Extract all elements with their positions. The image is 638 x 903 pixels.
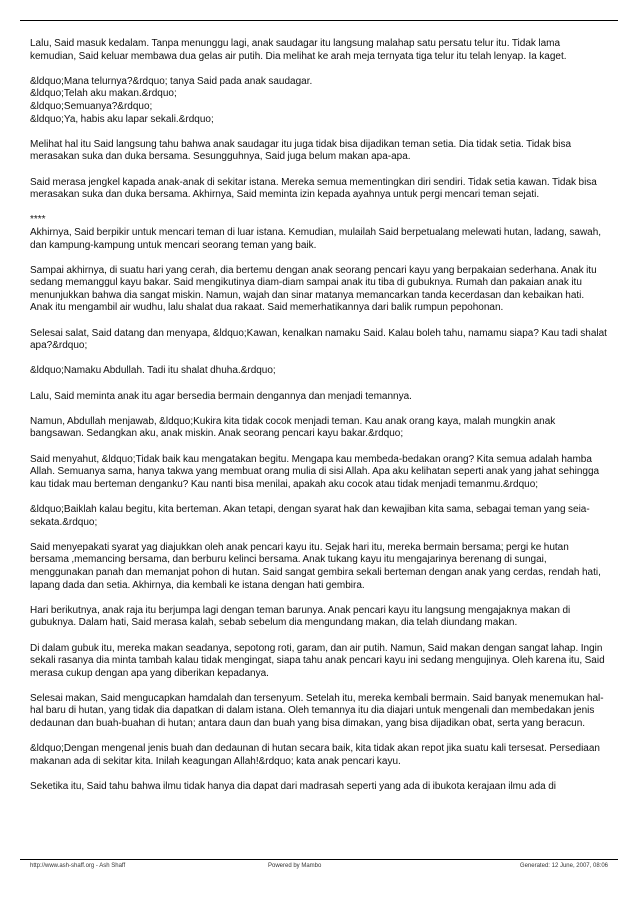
paragraph: &ldquo;Telah aku makan.&rdquo;: [30, 88, 177, 100]
paragraph: Di dalam gubuk itu, mereka makan seadanya, sepotong roti, garam, dan air putih. Namun, Said makan dengan sangat lahap. Ingin sekali rasanya dia minta tambah kalau tidak mengingat, siapa tahu anak pencari kayu ini sedang mengujinya. Oleh karena itu, Said merasa cukup dengan apa yang diberikan kepadanya.: [30, 642, 605, 679]
footer-generated-date: Generated: 12 June, 2007, 08:06: [519, 863, 608, 869]
paragraph: Melihat hal itu Said langsung tahu bahwa anak saudagar itu juga tidak bisa dijadikan teman setia. Dia tidak setia. Tidak bisa merasakan suka dan duka bersama. Sesungguhnya, Said juga belum makan apa-apa.: [30, 138, 572, 163]
paragraph: Namun, Abdullah menjawab, &ldquo;Kukira kita tidak cocok menjadi teman. Kau anak orang kaya, malah mungkin anak bangsawan. Sedangkan aku, anak miskin. Anak seorang pencari kayu bakar.&rdquo;: [30, 415, 556, 440]
footer-site-link[interactable]: http://www.ash-shaff.org - Ash Shaff: [30, 863, 126, 869]
paragraph: &ldquo;Baiklah kalau begitu, kita berteman. Akan tetapi, dengan syarat hak dan kewajiban kita sama, sebagai teman yang seia-sekata.&rdquo;: [30, 503, 590, 528]
paragraph: Sampai akhirnya, di suatu hari yang cerah, dia bertemu dengan anak seorang pencari kayu yang berpakaian sederhana. Anak itu sedang memanggul kayu bakar. Said mengikutinya diam-diam sampai anak itu tiba di gubuknya. Rumah dan pakaian anak itu menunjukkan bahwa dia sangat miskin. Namun, wajah dan sinar matanya memancarkan tanda kecerdasan dan kebaikan hati. Anak itu mengambil air wudhu, lalu shalat dua rakaat. Said memerhatikannya dari balik rumpun pepohonan.: [30, 264, 597, 314]
page-footer: [30, 862, 608, 872]
paragraph: Lalu, Said meminta anak itu agar bersedia bermain dengannya dan menjadi temannya.: [30, 390, 412, 402]
paragraph: Lalu, Said masuk kedalam. Tanpa menunggu lagi, anak saudagar itu langsung malahap satu persatu telur itu. Tidak lama kemudian, Said keluar membawa dua gelas air putih. Dia melihat ke arah meja ternyata tiga telur itu telah lenyap. Ia kaget.: [30, 38, 567, 62]
section-separator: ****: [30, 214, 46, 226]
paragraph: &ldquo;Semuanya?&rdquo;: [30, 100, 153, 112]
paragraph: Seketika itu, Said tahu bahwa ilmu tidak hanya dia dapat dari madrasah seperti yang ada di ibukota kerajaan ilmu ada di: [30, 781, 556, 793]
footer-powered-by: Powered by Mambo: [268, 863, 322, 869]
paragraph: Said menyahut, &ldquo;Tidak baik kau mengatakan begitu. Mengapa kau membeda-bedakan orang? Kita semua adalah hamba Allah. Semuanya sama, hanya takwa yang membuat orang mulia di sisi Allah. Apa aku kelihatan seperti anak yang jahat sehingga kau tidak mau berteman denganku? Kau nanti bisa menilai, apakah aku cocok atau tidak menjadi temanmu.&rdquo;: [30, 453, 600, 490]
paragraph: &ldquo;Dengan mengenal jenis buah dan dedaunan di hutan secara baik, kita tidak akan repot jika suatu kali tersesat. Persediaan makanan ada di sekitar kita. Inilah keagungan Allah!&rdquo; kata anak pencari kayu.: [30, 743, 600, 767]
header-rule: [20, 20, 618, 21]
paragraph: Said menyepakati syarat yag diajukkan oleh anak pencari kayu itu. Sejak hari itu, mereka bermain bersama; pergi ke hutan bersama ,memancing bersama, dan berburu kelinci bersama. Anak tukang kayu itu mengajarinya berenang di sungai, menggunakan panah dan memanjat pohon di hutan. Said sangat gembira sekali berteman dengan anak yang cerdas, rendah hati, lapang dada dan setia. Akhirnya, dia kembali ke istana dengan hati gembira.: [30, 541, 601, 591]
footer-rule: [20, 859, 618, 860]
paragraph: &ldquo;Ya, habis aku lapar sekali.&rdquo;: [30, 113, 214, 125]
paragraph: &ldquo;Mana telurnya?&rdquo; tanya Said pada anak saudagar.: [30, 75, 313, 87]
paragraph: Said merasa jengkel kapada anak-anak di sekitar istana. Mereka semua mementingkan diri sendiri. Tidak setia kawan. Tidak bisa merasakan suka dan duka bersama. Akhirnya, Said meminta izin kepada ayahnya untuk pergi mencari teman sejati.: [30, 176, 597, 201]
paragraph: Hari berikutnya, anak raja itu berjumpa lagi dengan teman barunya. Anak pencari kayu itu langsung mengajaknya makan di gubuknya. Dalam hati, Said merasa kalah, sebab sebelum dia mengundang makan, dia telah diundang makan.: [30, 604, 571, 629]
paragraph: Selesai salat, Said datang dan menyapa, &ldquo;Kawan, kenalkan namaku Said. Kalau boleh tahu, namamu siapa? Kau tadi shalat apa?&rdquo;: [30, 327, 607, 352]
paragraph: Akhirnya, Said berpikir untuk mencari teman di luar istana. Kemudian, mulailah Said berpetualang melewati hutan, ladang, sawah, dan kampung-kampung untuk mencari seorang teman yang baik.: [30, 226, 602, 251]
document-body: [30, 38, 608, 794]
paragraph: &ldquo;Namaku Abdullah. Tadi itu shalat dhuha.&rdquo;: [30, 365, 276, 377]
paragraph: Selesai makan, Said mengucapkan hamdalah dan tersenyum. Setelah itu, mereka kembali bermain. Said banyak menemukan hal-hal baru di hutan, yang tidak dia dapatkan di dalam istana. Oleh temannya itu dia diajari untuk mengenali dan membedakan jenis dedaunan dan buah-buahan di hutan; antara daun dan buah yang bisa dimakan, yang bisa dijadikan obat, serta yang beracun.: [30, 692, 604, 730]
